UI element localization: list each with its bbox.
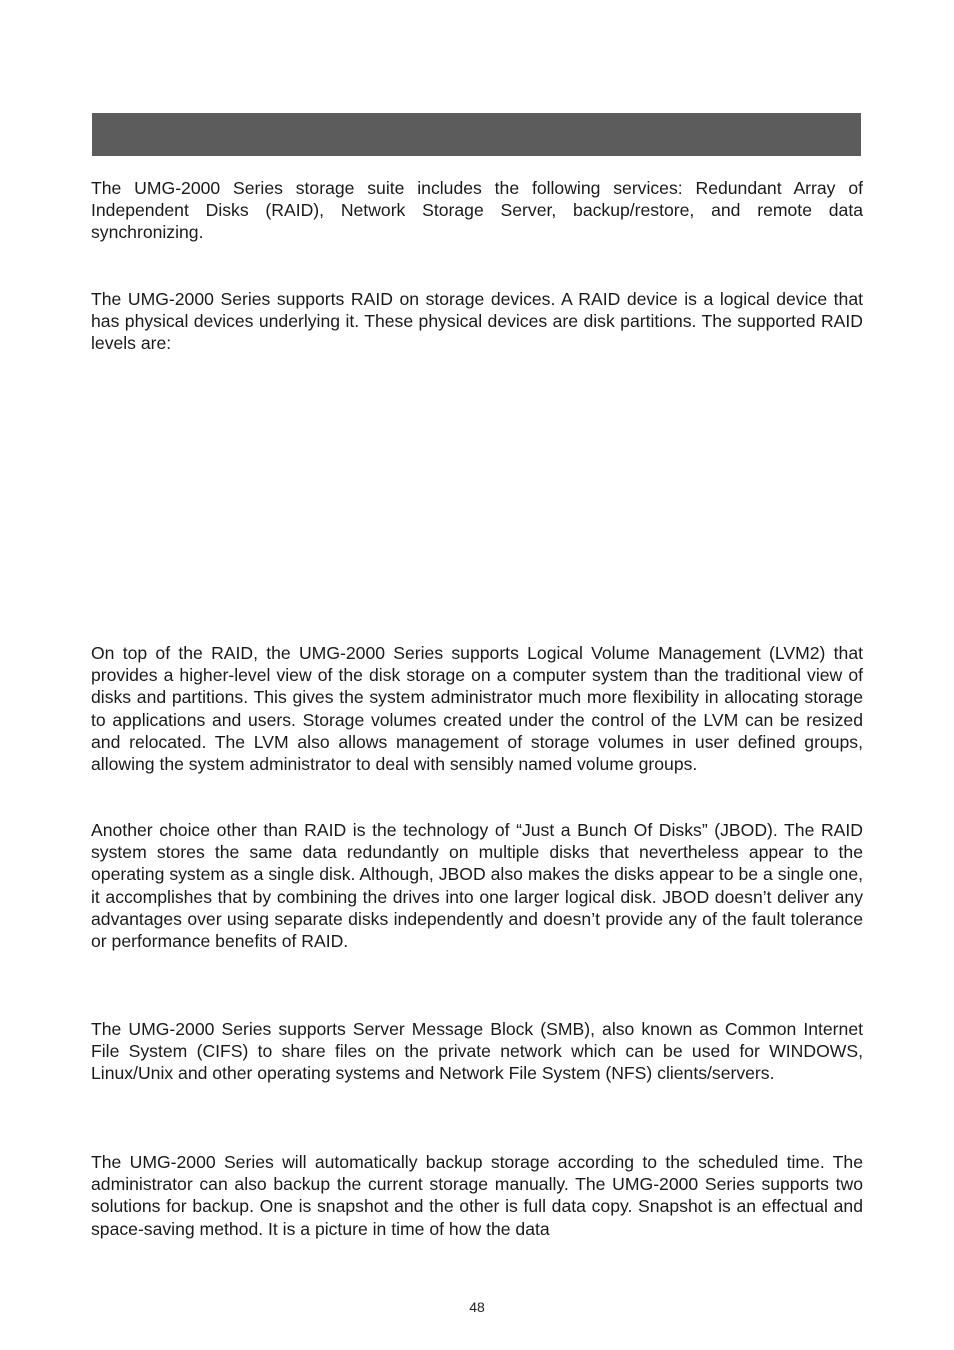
backup-paragraph: The UMG-2000 Series will automatically backup storage according to the scheduled time. The administrator can also backup the current storage manually. The UMG-2000 Series supports two solutions for backup. One is snapshot and the other is full data copy. Snapshot is an effectual and space-saving method. It is a picture in time of how the data xyxy=(91,1152,863,1239)
lvm-paragraph: On top of the RAID, the UMG-2000 Series supports Logical Volume Management (LVM2) that provides a higher-level view of the disk storage on a computer system than the traditional view of disks and partitions. This gives the system administrator much more flexibility in allocating storage to applications and users. Storage volumes created under the control of the LVM can be resized and relocated. The LVM also allows management of storage volumes in user defined groups, allowing the system administrator to deal with sensibly named volume groups. xyxy=(91,643,863,775)
section-header-bar xyxy=(92,113,861,156)
intro-paragraph: The UMG-2000 Series storage suite includes the following services: Redundant Array of Independent Disks (RAID), Network Storage Server, backup/restore, and remote data synchronizing. xyxy=(91,178,863,243)
page-number: 48 xyxy=(469,1299,485,1315)
raid-paragraph: The UMG-2000 Series supports RAID on storage devices. A RAID device is a logical device that has physical devices underlying it. These physical devices are disk partitions. The supported RAID levels are: xyxy=(91,289,863,354)
network-storage-paragraph: The UMG-2000 Series supports Server Message Block (SMB), also known as Common Internet File System (CIFS) to share files on the private network which can be used for WINDOWS, Linux/Unix and other operating systems and Network File System (NFS) clients/servers. xyxy=(91,1019,863,1084)
jbod-paragraph: Another choice other than RAID is the technology of “Just a Bunch Of Disks” (JBOD). The RAID system stores the same data redundantly on multiple disks that nevertheless appear to the operating system as a single disk. Although, JBOD also makes the disks appear to be a single one, it accomplishes that by combining the drives into one larger logical disk. JBOD doesn’t deliver any advantages over using separate disks independently and doesn’t provide any of the fault tolerance or performance benefits of RAID. xyxy=(91,820,863,952)
